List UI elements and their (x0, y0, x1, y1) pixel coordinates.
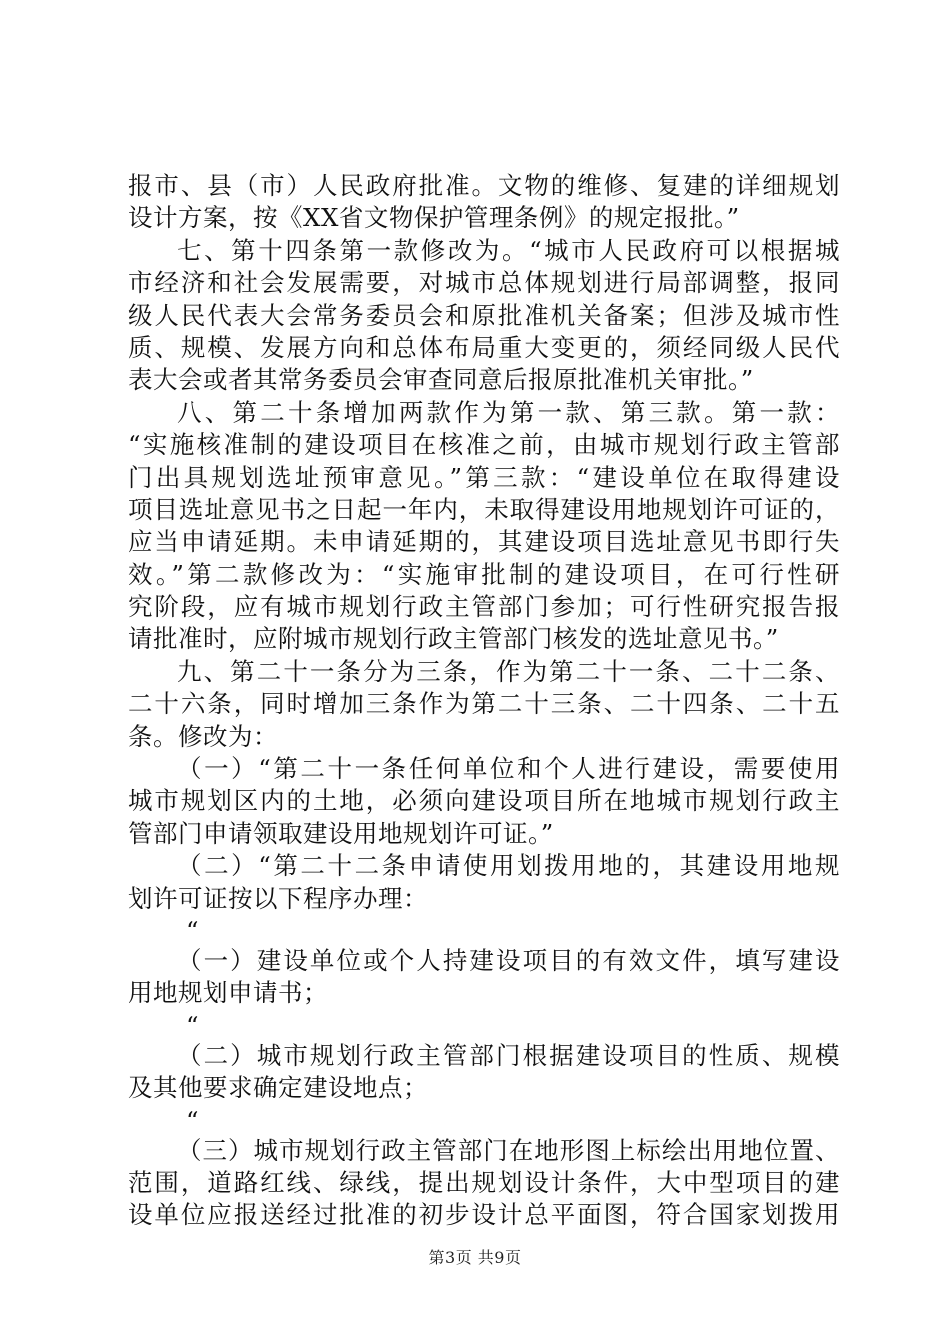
text-line: 城市规划区内的土地，必须向建设项目所在地城市规划行政主 (128, 786, 840, 816)
text-line: 表大会或者其常务委员会审查同意后报原批准机关审批。” (128, 365, 754, 395)
text-line: 划许可证按以下程序办理： (128, 883, 428, 913)
text-line: 报市、县（市）人民政府批准。文物的维修、复建的详细规划 (128, 171, 840, 200)
text-line: 设单位应报送经过批准的初步设计总平面图，符合国家划拨用 (128, 1200, 840, 1230)
text-line: （一）建设单位或个人持建设项目的有效文件，填写建设 (177, 945, 840, 975)
text-line: 设计方案，按《XX省文物保护管理条例》的规定报批。” (128, 203, 740, 233)
text-line: 效。”第二款修改为：“实施审批制的建设项目，在可行性研 (128, 559, 840, 589)
document-body (128, 170, 840, 1232)
text-line: 八、第二十条增加两款作为第一款、第三款。第一款： (177, 397, 840, 427)
text-line: 市经济和社会发展需要，对城市总体规划进行局部调整，报同 (128, 268, 840, 298)
text-line: 用地规划申请书； (128, 978, 328, 1008)
text-line: 门出具规划选址预审意见。”第三款：“建设单位在取得建设 (128, 462, 840, 492)
text-line: 管部门申请领取建设用地规划许可证。” (128, 818, 554, 848)
text-line: 项目选址意见书之日起一年内，未取得建设用地规划许可证的， (128, 494, 840, 524)
text-line: 范围，道路红线、绿线，提出规划设计条件，大中型项目的建 (128, 1167, 840, 1197)
quote-mark-line: “ (186, 1010, 200, 1040)
text-line: 条。修改为： (128, 721, 278, 751)
page-footer (0, 1245, 950, 1268)
text-line: （一）“第二十一条任何单位和个人进行建设，需要使用 (177, 754, 840, 784)
text-line: 七、第十四条第一款修改为。“城市人民政府可以根据城 (177, 235, 840, 265)
text-line: 究阶段，应有城市规划行政主管部门参加；可行性研究报告报 (128, 592, 840, 622)
text-line: 二十六条，同时增加三条作为第二十三条、二十四条、二十五 (128, 689, 840, 719)
text-line: “实施核准制的建设项目在核准之前，由城市规划行政主管部 (128, 430, 840, 460)
text-line: 级人民代表大会常务委员会和原批准机关备案；但涉及城市性 (128, 300, 840, 330)
text-line: 及其他要求确定建设地点； (128, 1073, 428, 1103)
text-line: 九、第二十一条分为三条，作为第二十一条、二十二条、 (177, 656, 840, 686)
page-number-label: 第3页 共9页 (428, 1248, 522, 1267)
quote-mark-line: “ (186, 915, 200, 945)
text-line: （二）城市规划行政主管部门根据建设项目的性质、规模 (177, 1040, 840, 1070)
text-line: 应当申请延期。未申请延期的，其建设项目选址意见书即行失 (128, 527, 840, 557)
text-line: （三）城市规划行政主管部门在地形图上标绘出用地位置、 (177, 1135, 840, 1165)
quote-mark-line: “ (186, 1105, 200, 1135)
text-line: 请批准时，应附城市规划行政主管部门核发的选址意见书。” (128, 624, 779, 654)
text-line: （二）“第二十二条申请使用划拨用地的，其建设用地规 (177, 851, 840, 881)
text-line: 质、规模、发展方向和总体布局重大变更的，须经同级人民代 (128, 332, 840, 362)
